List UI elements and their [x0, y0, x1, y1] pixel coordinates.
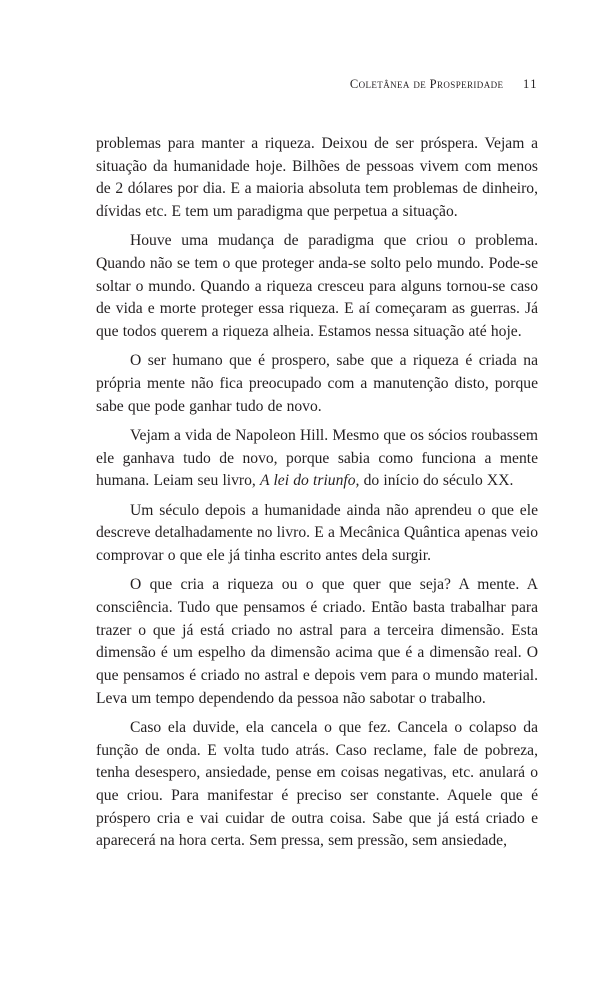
paragraph-1: problemas para manter a riqueza. Deixou de ser próspera. Vejam a situação da humanidade hoje. Bilhões de pessoas vivem com menos de 2 dólares por dia. E a maioria absoluta tem problemas de dinheiro, dívidas etc. E tem um paradigma que perpetua a situação.	[96, 135, 538, 221]
paragraph-4-text-after: do início do século XX.	[359, 472, 514, 490]
body-text	[96, 133, 538, 860]
paragraph-7: Caso ela duvide, ela cancela o que fez. Cancela o colapso da função de onda. E volta tudo atrás. Caso reclame, fale de pobreza, tenha desespero, ansiedade, pense em coisas negativas, etc. anulará o que criou. Para manifestar é preciso ser constante. Aquele que é próspero cria e vai cuidar de outra coisa. Sabe que já está criado e aparecerá na hora certa. Sem pressa, sem pressão, sem ansiedade,	[96, 718, 538, 850]
paragraph-4-text-before: Vejam a vida de Napoleon Hill. Mesmo que os sócios roubassem ele ganhava tudo de novo, porque sabia como funciona a mente humana. Leiam seu livro,	[96, 426, 538, 490]
paragraph-6: O que cria a riqueza ou o que quer que seja? A mente. A consciência. Tudo que pensamos é criado. Então basta trabalhar para trazer o que já está criado no astral para a terceira dimensão. Esta dimensão é um espelho da dimensão acima que é a dimensão real. O que pensamos é criado no astral e depois vem para o mundo material. Leva um tempo dependendo da pessoa não sabotar o trabalho.	[96, 576, 538, 707]
book-title: Coletânea de Prosperidade	[349, 77, 504, 91]
book-title-reference: A lei do triunfo,	[260, 472, 360, 490]
running-head	[350, 77, 538, 92]
paragraph-3: O ser humano que é prospero, sabe que a riqueza é criada na própria mente não fica preocupado com a manutenção disto, porque sabe que pode ganhar tudo de novo.	[96, 352, 538, 415]
paragraph-4	[96, 425, 538, 493]
paragraph-2: Houve uma mudança de paradigma que criou o problema. Quando não se tem o que proteger anda-se solto pelo mundo. Pode-se soltar o mundo. Quando a riqueza cresceu para alguns tornou-se caso de vida e morte proteger essa riqueza. E aí começaram as guerras. Já que todos querem a riqueza alheia. Estamos nessa situação até hoje.	[96, 232, 538, 341]
paragraph-5: Um século depois a humanidade ainda não aprendeu o que ele descreve detalhadamente no livro. E a Mecânica Quântica apenas veio comprovar o que ele já tinha escrito antes dela surgir.	[96, 501, 538, 564]
page-number: 11	[522, 77, 538, 91]
